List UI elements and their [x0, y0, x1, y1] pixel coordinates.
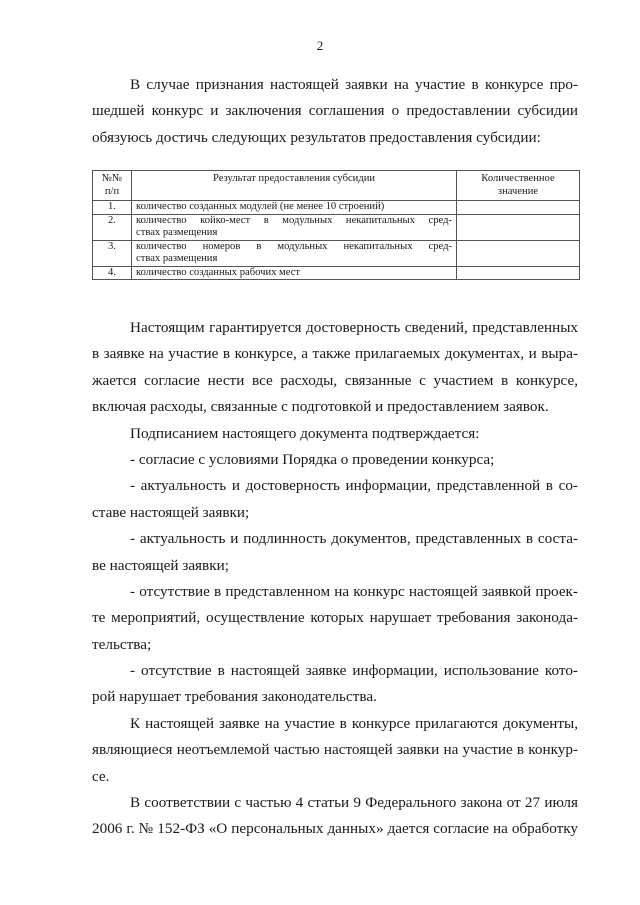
- row-value: [457, 214, 580, 240]
- guarantee-paragraph: [92, 315, 578, 843]
- text-line: - отсутствие в представленном на конкурс настоящей заявкой проек-: [130, 582, 578, 600]
- text-line: - актуальность и достоверность информации, представленной в со-: [130, 477, 578, 495]
- header-number: [93, 171, 132, 201]
- text-line: Настоящим гарантируется достоверность сведений, представленных: [130, 319, 578, 336]
- table-row: [93, 240, 580, 266]
- row-value: [457, 240, 580, 266]
- table-header-row: [93, 171, 580, 201]
- text-line: тельства;: [92, 635, 152, 653]
- cell-line: количество созданных модулей (не менее 10 строений): [136, 201, 385, 212]
- text-line: в заявке на участие в конкурсе, а также прилагаемых документах, и выра-: [92, 345, 578, 363]
- cell-line: ствах размещения: [136, 253, 218, 264]
- cell-line: количество созданных рабочих мест: [136, 266, 301, 278]
- text-line: Подписанием настоящего документа подтверждается:: [130, 424, 480, 442]
- text-line: - отсутствие в настоящей заявке информации, использование кото-: [130, 662, 578, 680]
- text-line: рой нарушает требования законодательства.: [92, 688, 377, 706]
- text-line: являющиеся неотъемлемой частью настоящей заявки на участие в конкур-: [92, 741, 578, 759]
- text-line: жается согласие нести все расходы, связанные с участием в конкурсе,: [92, 371, 578, 389]
- table-row: [93, 266, 580, 280]
- row-number: 3.: [93, 240, 132, 266]
- row-result: [132, 201, 457, 215]
- intro-paragraph: [92, 72, 578, 151]
- results-table: [92, 170, 580, 280]
- header-line: п/п: [104, 185, 120, 197]
- header-value: [457, 171, 580, 201]
- row-number: 2.: [93, 214, 132, 240]
- text-line: К настоящей заявке на участие в конкурсе прилагаются документы,: [130, 714, 578, 732]
- text-line: шедшей конкурс и заключения соглашения о предоставлении субсидии: [92, 102, 578, 120]
- row-value: [457, 266, 580, 280]
- table-row: [93, 201, 580, 215]
- row-number: 1.: [93, 201, 132, 215]
- header-line: №№: [101, 173, 123, 184]
- header-result: [132, 171, 457, 201]
- text-line: включая расходы, связанные с подготовкой и предоставлением заявок.: [92, 398, 549, 416]
- text-line: ве настоящей заявки;: [92, 556, 229, 574]
- page-number: 2: [316, 38, 324, 53]
- row-value: [457, 201, 580, 215]
- text-line: В случае признания настоящей заявки на участие в конкурсе про-: [130, 76, 578, 93]
- text-line: те мероприятий, осуществление которых нарушает требования законода-: [92, 609, 578, 627]
- cell-line: количество номеров в модульных некапитальных сред-: [136, 240, 452, 252]
- table-row: [93, 214, 580, 240]
- text-line: обязуюсь достичь следующих результатов предоставления субсидии:: [92, 128, 541, 146]
- text-line: 2006 г. № 152-ФЗ «О персональных данных» дается согласие на обработку: [92, 820, 578, 838]
- text-line: В соответствии с частью 4 статьи 9 Федерального закона от 27 июля: [130, 794, 578, 812]
- row-number: 4.: [93, 266, 132, 280]
- cell-line: количество койко-мест в модульных некапитальных сред-: [136, 214, 452, 226]
- text-line: - актуальность и подлинность документов, представленных в соста-: [130, 530, 578, 548]
- header-line: Количественное: [481, 173, 555, 184]
- row-result: [132, 214, 457, 240]
- text-line: - согласие с условиями Порядка о проведении конкурса;: [130, 450, 495, 468]
- text-line: се.: [92, 767, 110, 785]
- text-line: ставе настоящей заявки;: [92, 503, 250, 521]
- header-line: Результат предоставления субсидии: [212, 173, 376, 184]
- row-result: [132, 266, 457, 280]
- header-line: значение: [497, 185, 539, 197]
- row-result: [132, 240, 457, 266]
- cell-line: ствах размещения: [136, 227, 218, 238]
